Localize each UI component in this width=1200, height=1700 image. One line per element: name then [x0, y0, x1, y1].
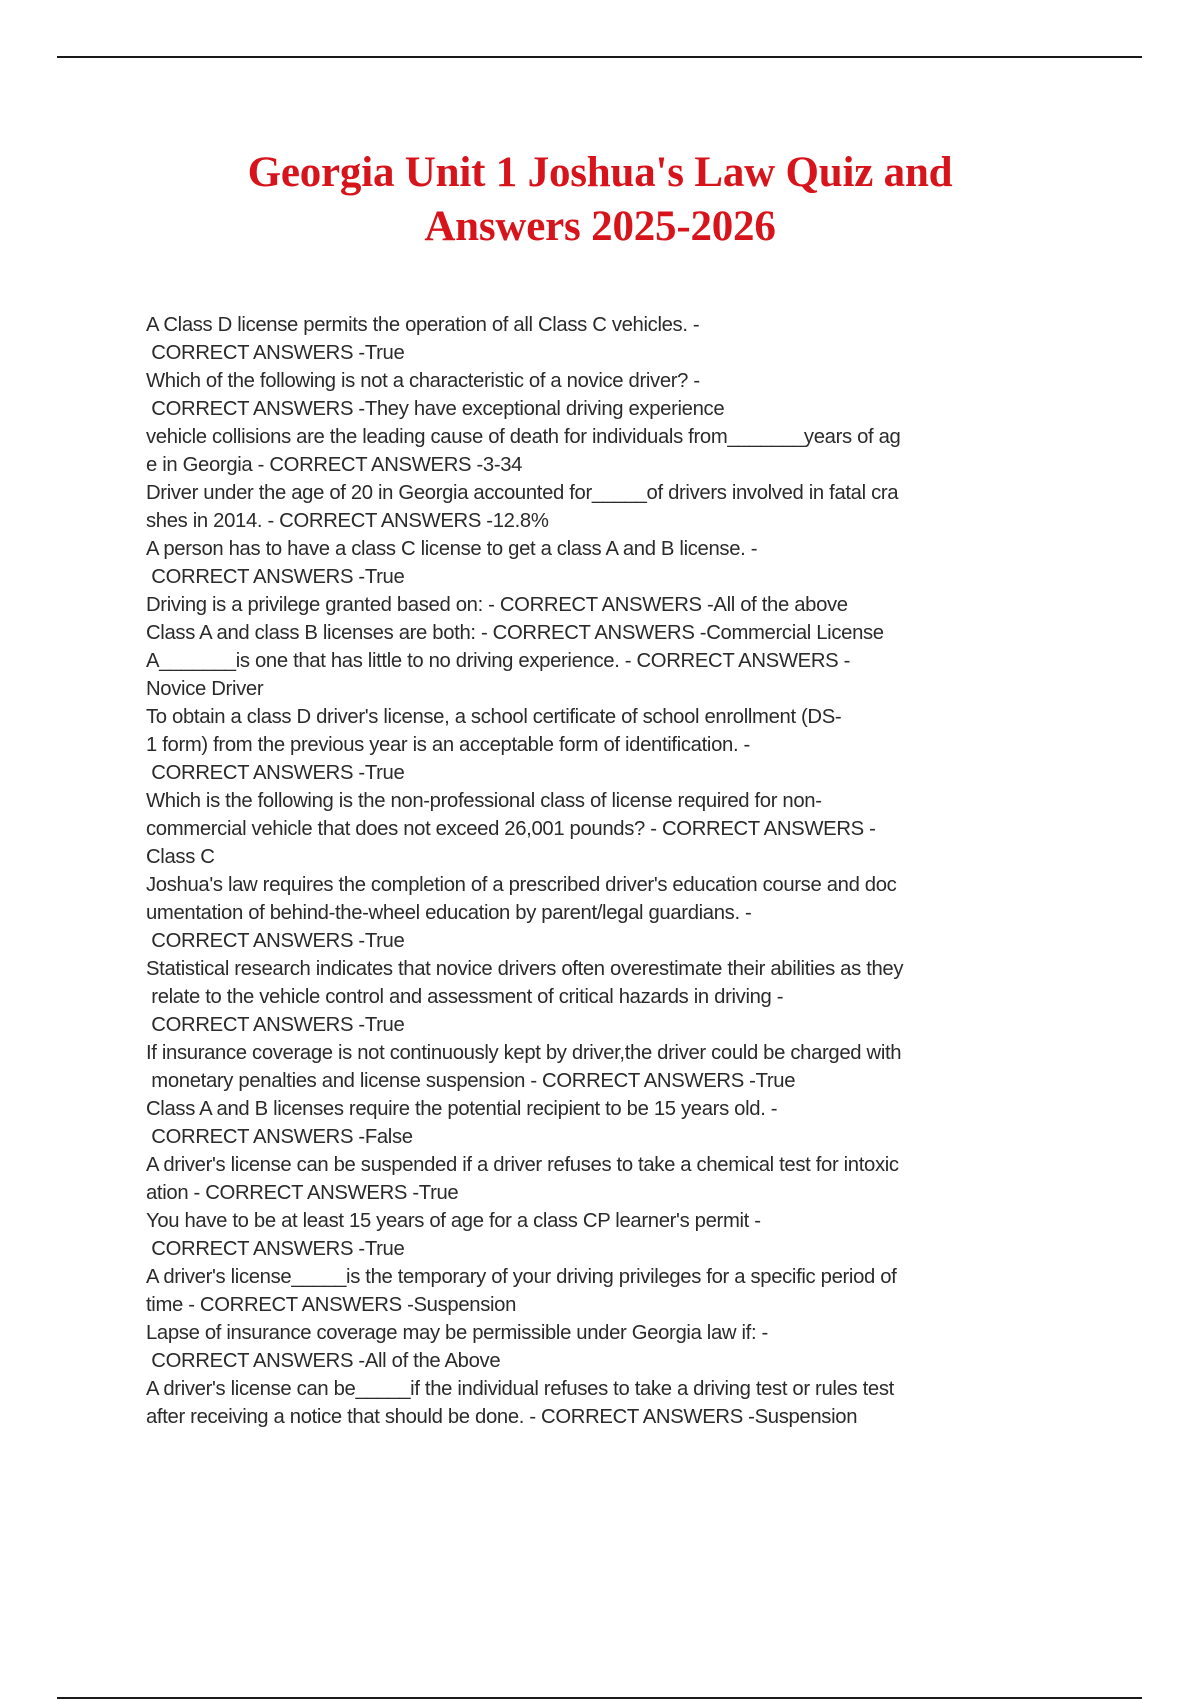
- document-title: [0, 146, 1200, 254]
- question-text: vehicle collisions are the leading cause of death for individuals from_______years of ag: [146, 425, 901, 448]
- qa-item: [146, 1375, 1082, 1431]
- qa-item: [146, 871, 1082, 955]
- question-text-continued: Class C: [146, 845, 215, 868]
- question-text: A person has to have a class C license to get a class A and B license. -: [146, 537, 758, 560]
- qa-item: [146, 647, 1082, 703]
- qa-item: [146, 1263, 1082, 1319]
- question-text: Class A and B licenses require the potential recipient to be 15 years old. -: [146, 1097, 778, 1120]
- question-text-continued: 1 form) from the previous year is an acceptable form of identification. -: [146, 733, 750, 756]
- question-text: Which is the following is the non-professional class of license required for non-: [146, 789, 822, 812]
- qa-item: [146, 955, 1082, 1039]
- question-text-continued: commercial vehicle that does not exceed 26,001 pounds? - CORRECT ANSWERS -: [146, 817, 876, 840]
- question-text-continued: CORRECT ANSWERS -True: [146, 929, 405, 952]
- qa-item: [146, 1151, 1082, 1207]
- question-text: If insurance coverage is not continuously kept by driver,the driver could be charged with: [146, 1041, 902, 1064]
- qa-item: [146, 1207, 1082, 1263]
- qa-item: [146, 1095, 1082, 1151]
- question-text: Which of the following is not a characteristic of a novice driver? -: [146, 369, 700, 392]
- question-text-continued: CORRECT ANSWERS -True: [146, 761, 405, 784]
- question-text: Statistical research indicates that novice drivers often overestimate their abilities as they: [146, 957, 904, 980]
- question-text-continued: CORRECT ANSWERS -All of the Above: [146, 1349, 501, 1372]
- question-text-continued: umentation of behind-the-wheel education by parent/legal guardians. -: [146, 901, 752, 924]
- qa-item: [146, 1039, 1082, 1095]
- top-divider: [57, 56, 1142, 58]
- qa-item: [146, 787, 1082, 871]
- bottom-divider: [57, 1697, 1142, 1699]
- question-text: You have to be at least 15 years of age for a class CP learner's permit -: [146, 1209, 761, 1232]
- qa-item: [146, 311, 1082, 367]
- question-text-continued: shes in 2014. - CORRECT ANSWERS -12.8%: [146, 509, 549, 532]
- question-text: A driver's license can be_____if the individual refuses to take a driving test or rules test: [146, 1377, 894, 1400]
- qa-list: [146, 311, 1082, 1431]
- title-line: Answers 2025-2026: [424, 203, 776, 250]
- question-text-continued: e in Georgia - CORRECT ANSWERS -3-34: [146, 453, 523, 476]
- question-text: A_______is one that has little to no driving experience. - CORRECT ANSWERS -: [146, 649, 851, 672]
- qa-item: [146, 619, 1082, 647]
- question-text-continued: Novice Driver: [146, 677, 264, 700]
- question-text: A driver's license_____is the temporary of your driving privileges for a specific period of: [146, 1265, 897, 1288]
- question-text-continued: monetary penalties and license suspension - CORRECT ANSWERS -True: [146, 1069, 796, 1092]
- qa-item: [146, 423, 1082, 479]
- question-text-continued: CORRECT ANSWERS -They have exceptional driving experience: [146, 397, 725, 420]
- qa-item: [146, 367, 1082, 423]
- title-line: Georgia Unit 1 Joshua's Law Quiz and: [247, 149, 953, 196]
- question-text-continued: after receiving a notice that should be done. - CORRECT ANSWERS -Suspension: [146, 1405, 858, 1428]
- qa-item: [146, 1319, 1082, 1375]
- question-text: Lapse of insurance coverage may be permissible under Georgia law if: -: [146, 1321, 768, 1344]
- question-text-continued: ation - CORRECT ANSWERS -True: [146, 1181, 459, 1204]
- qa-item: [146, 535, 1082, 591]
- question-text: A Class D license permits the operation of all Class C vehicles. -: [146, 313, 700, 336]
- question-text-continued: CORRECT ANSWERS -True: [146, 565, 405, 588]
- question-text-continued: CORRECT ANSWERS -True: [146, 1237, 405, 1260]
- question-text: Driving is a privilege granted based on: - CORRECT ANSWERS -All of the above: [146, 593, 848, 616]
- question-text: Class A and class B licenses are both: - CORRECT ANSWERS -Commercial License: [146, 621, 884, 644]
- question-text-continued: CORRECT ANSWERS -True: [146, 1013, 405, 1036]
- question-text-continued: time - CORRECT ANSWERS -Suspension: [146, 1293, 517, 1316]
- question-text: To obtain a class D driver's license, a school certificate of school enrollment (DS-: [146, 705, 842, 728]
- qa-item: [146, 591, 1082, 619]
- question-text-continued: CORRECT ANSWERS -False: [146, 1125, 413, 1148]
- qa-item: [146, 479, 1082, 535]
- question-text: Joshua's law requires the completion of a prescribed driver's education course and doc: [146, 873, 897, 896]
- qa-item: [146, 703, 1082, 787]
- question-text: A driver's license can be suspended if a driver refuses to take a chemical test for intoxic: [146, 1153, 899, 1176]
- question-text: Driver under the age of 20 in Georgia accounted for_____of drivers involved in fatal cra: [146, 481, 899, 504]
- question-text-continued: CORRECT ANSWERS -True: [146, 341, 405, 364]
- question-text-continued: relate to the vehicle control and assessment of critical hazards in driving -: [146, 985, 784, 1008]
